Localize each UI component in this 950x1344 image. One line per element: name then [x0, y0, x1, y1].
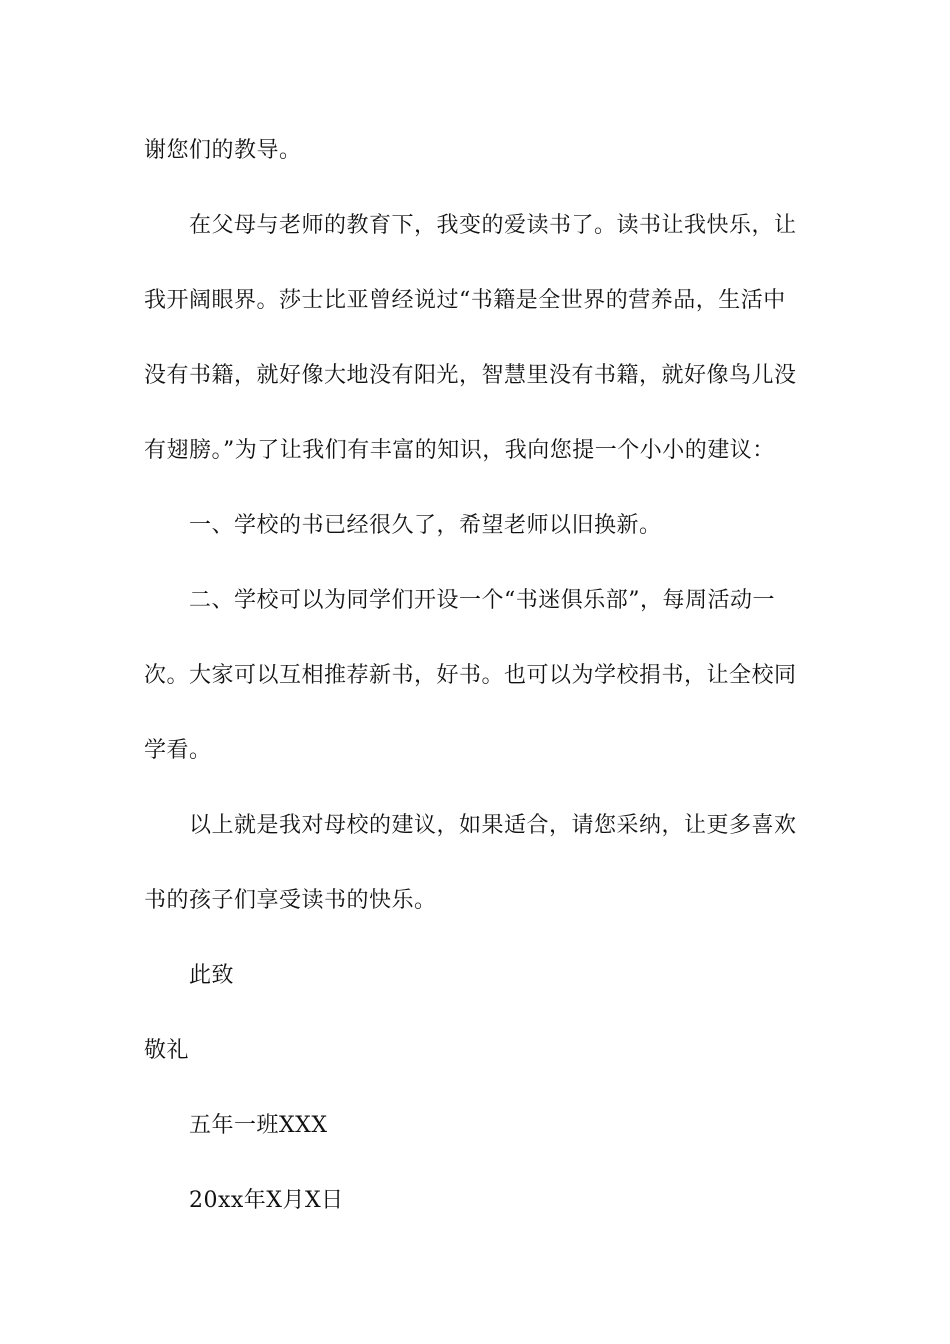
signature-date: 20xx年X月X日 — [189, 1188, 344, 1213]
text-line-4: 没有书籍，就好像大地没有阳光，智慧里没有书籍，就好像鸟儿没 — [144, 363, 797, 388]
suggestion-two-line-3: 学看。 — [144, 738, 212, 763]
text-line-5: 有翅膀。”为了让我们有丰富的知识，我向您提一个小小的建议： — [144, 438, 775, 463]
text-line-3: 我开阔眼界。莎士比亚曾经说过“书籍是全世界的营养品，生活中 — [144, 288, 786, 313]
closing-paragraph-line-2: 书的孩子们享受读书的快乐。 — [144, 888, 437, 913]
suggestion-two-line-1: 二、学校可以为同学们开设一个“书迷俱乐部”，每周活动一 — [189, 588, 775, 613]
text-line-1: 谢您们的教导。 — [144, 138, 302, 163]
salutation-cizhi: 此致 — [189, 963, 235, 988]
closing-paragraph-line-1: 以上就是我对母校的建议，如果适合，请您采纳，让更多喜欢 — [189, 813, 797, 838]
suggestion-one: 一、学校的书已经很久了，希望老师以旧换新。 — [189, 513, 662, 538]
paragraph-start-line: 在父母与老师的教育下，我变的爱读书了。读书让我快乐，让 — [189, 213, 797, 238]
suggestion-two-line-2: 次。大家可以互相推荐新书，好书。也可以为学校捐书，让全校同 — [144, 663, 797, 688]
signature-class: 五年一班XXX — [189, 1113, 328, 1138]
salutation-jingli: 敬礼 — [144, 1038, 190, 1063]
